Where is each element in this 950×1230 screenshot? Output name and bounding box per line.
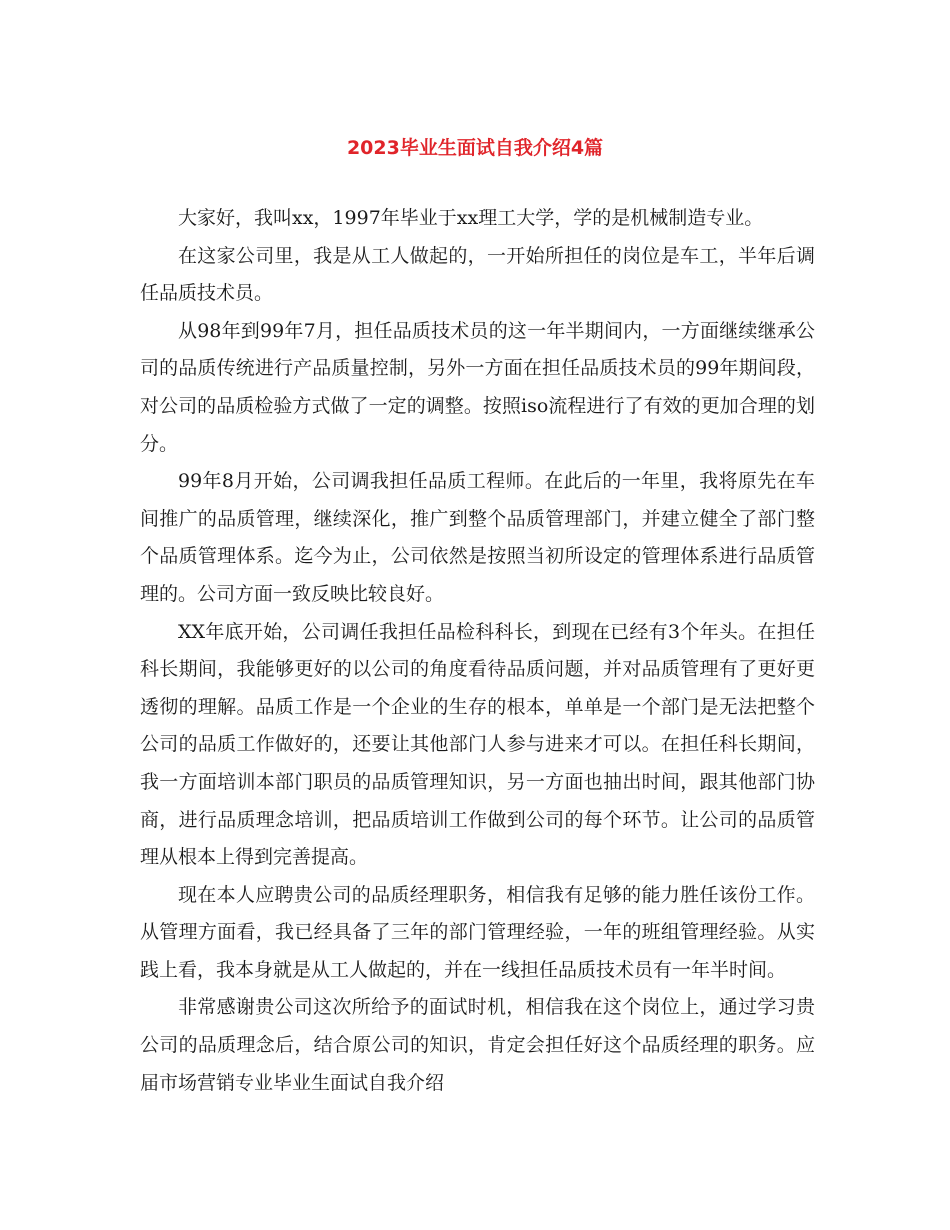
paragraph-6: 现在本人应聘贵公司的品质经理职务，相信我有足够的能力胜任该份工作。从管理方面看，我已经具备了三年的部门管理经验，一年的班组管理经验。从实践上看，我本身就是从工人做起的，并在一线担任品质技术员有一年半时间。	[140, 883, 815, 981]
document-body	[140, 200, 815, 1102]
paragraph-3: 从98年到99年7月，担任品质技术员的这一年半期间内，一方面继续继承公司的品质传统进行产品质量控制，另外一方面在担任品质技术员的99年期间段，对公司的品质检验方式做了一定的调整。按照iso流程进行了有效的更加合理的划分。	[140, 319, 815, 455]
paragraph-5: XX年底开始，公司调任我担任品检科科长，到现在已经有3个年头。在担任科长期间，我能够更好的以公司的角度看待品质问题，并对品质管理有了更好更透彻的理解。品质工作是一个企业的生存的根本，单单是一个部门是无法把整个公司的品质工作做好的，还要让其他部门人参与进来才可以。在担任科长期间，我一方面培训本部门职员的品质管理知识，另一方面也抽出时间，跟其他部门协商，进行品质理念培训，把品质培训工作做到公司的每个环节。让公司的品质管理从根本上得到完善提高。	[140, 620, 815, 869]
paragraph-1: 大家好，我叫xx，1997年毕业于xx理工大学，学的是机械制造专业。	[178, 207, 764, 229]
paragraph-2: 在这家公司里，我是从工人做起的，一开始所担任的岗位是车工，半年后调任品质技术员。	[140, 244, 815, 305]
paragraph-4: 99年8月开始，公司调我担任品质工程师。在此后的一年里，我将原先在车间推广的品质管理，继续深化，推广到整个品质管理部门，并建立健全了部门整个品质管理体系。迄今为止，公司依然是按照当初所设定的管理体系进行品质管理的。公司方面一致反映比较良好。	[140, 470, 815, 605]
document-title: 2023毕业生面试自我介绍4篇	[346, 137, 604, 159]
paragraph-7: 非常感谢贵公司这次所给予的面试时机，相信我在这个岗位上，通过学习贵公司的品质理念后，结合原公司的知识，肯定会担任好这个品质经理的职务。应届市场营销专业毕业生面试自我介绍	[140, 996, 815, 1094]
